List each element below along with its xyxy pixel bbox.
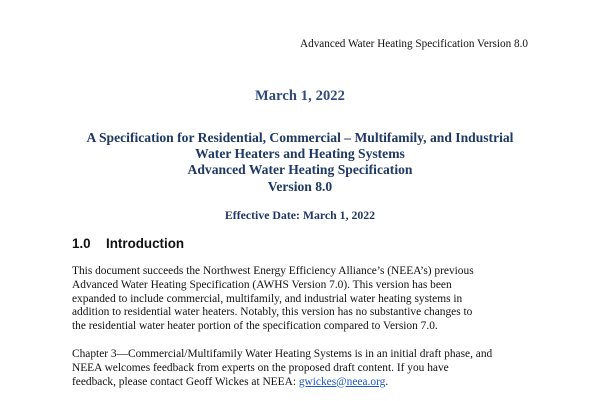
title-line: Water Heaters and Heating Systems: [195, 146, 405, 162]
section-title: Introduction: [106, 236, 185, 251]
paragraph-line: the residential water heater portion of the specification compared to Version 7.0.: [72, 320, 438, 333]
title-line: Advanced Water Heating Specification: [187, 162, 413, 178]
specification-title: [0, 130, 600, 195]
paragraph-line: Chapter 3—Commercial/Multifamily Water Heating Systems is in an initial draft phase, and: [72, 348, 493, 360]
feedback-paragraph: [72, 348, 542, 389]
contact-text: feedback, please contact Geoff Wickes at NEEA:: [72, 375, 299, 388]
intro-paragraph: [72, 265, 542, 334]
title-line: A Specification for Residential, Commercial – Multifamily, and Industrial: [86, 130, 514, 145]
paragraph-line: Advanced Water Heating Specification (AWHS Version 7.0). This version has been: [72, 278, 452, 291]
effective-date: Effective Date: March 1, 2022: [224, 208, 376, 222]
paragraph-line: NEEA welcomes feedback from experts on the proposed draft content. If you have: [72, 361, 449, 374]
document-date: March 1, 2022: [254, 88, 346, 104]
section-number: 1.0: [72, 236, 91, 251]
paragraph-line: [72, 376, 542, 390]
period-text: .: [385, 375, 389, 388]
title-line: Version 8.0: [267, 178, 333, 194]
paragraph-line: addition to residential water heaters. Notably, this version has no substantive changes to: [72, 306, 473, 319]
paragraph-line: This document succeeds the Northwest Energy Efficiency Alliance’s (NEEA’s) previous: [72, 265, 474, 277]
running-header: Advanced Water Heating Specification Version 8.0: [300, 38, 528, 50]
paragraph-line: expanded to include commercial, multifamily, and industrial water heating systems in: [72, 292, 463, 305]
email-link[interactable]: gwickes@neea.org: [298, 375, 386, 388]
section-heading: [72, 236, 184, 251]
